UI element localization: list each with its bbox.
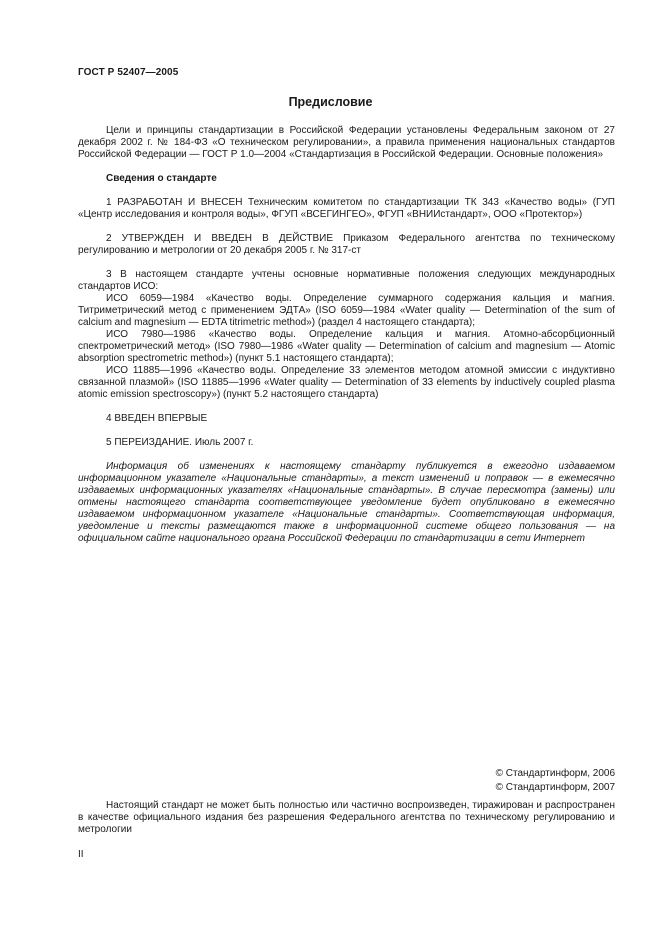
intro-paragraph: Цели и принципы стандартизации в Российской Федерации установлены Федеральным законом от 27 декабря 2002 г. № 184-ФЗ «О техническом регулировании», а правила применения национальных стандартов Российской Федерации — ГОСТ Р 1.0—2004 «Стандартизация в Российской Федерации. Основные положения» [78, 125, 615, 160]
document-id: ГОСТ Р 52407—2005 [78, 67, 179, 78]
reproduction-notice-text: Настоящий стандарт не может быть полностью или частично воспроизведен, тиражирован и распространен в качестве официального издания без разрешения Федерального агентства по техническому регулированию и метрологии [78, 800, 615, 835]
item-developed: 1 РАЗРАБОТАН И ВНЕСЕН Техническим комитетом по стандартизации ТК 343 «Качество воды» (ГУП «Центр исследования и контроля воды», ФГУП «ВСЕГИНГЕО», ФГУП «ВНИИстандарт», ООО «Протектор») [78, 197, 615, 220]
copyright-block [440, 767, 615, 795]
changes-info-notice: Информация об изменениях к настоящему стандарту публикуется в ежегодно издаваемом информационном указателе «Национальные стандарты», а текст изменений и поправок — в ежемесячно издаваемых информационных указателях «Национальные стандарты». В случае пересмотра (замены) или отмены настоящего стандарта соответствующее уведомление будет опубликовано в ежемесячно издаваемом информационном указателе «Национальные стандарты». Соответствующая информация, уведомление и тексты размещаются также в информационной системе общего пользования — на официальном сайте национального органа Российской Федерации по стандартизации в сети Интернет [78, 461, 615, 544]
item-first-introduced: 4 ВВЕДЕН ВПЕРВЫЕ [106, 413, 208, 424]
foreword-body [78, 125, 615, 545]
item-iso-standards: 3 В настоящем стандарте учтены основные нормативные положения следующих международных стандартов ИСО: [78, 269, 615, 292]
page-number: II [78, 849, 84, 860]
iso-reference-7980: ИСО 7980—1986 «Качество воды. Определение кальция и магния. Атомно-абсорбционный спектрометрический метод» (ISO 7980—1986 «Water quality — Determination of calcium and magnesium — Atomic absorption spectrometric method») (пункт 5.1 настоящего стандарта); [78, 329, 615, 364]
copyright-line: © Стандартинформ, 2006 [495, 768, 615, 779]
iso-reference-6059: ИСО 6059—1984 «Качество воды. Определение суммарного содержания кальция и магния. Титриметрический метод с применением ЭДТА» (ISO 6059—1984 «Water quality — Determination of the sum of calcium and magnesium — EDTA titrimetric method») (раздел 4 настоящего стандарта); [78, 293, 615, 328]
item-reissue: 5 ПЕРЕИЗДАНИЕ. Июль 2007 г. [106, 437, 254, 448]
iso-reference-11885: ИСО 11885—1996 «Качество воды. Определение 33 элементов методом атомной эмиссии с индуктивно связанной плазмой» (ISO 11885—1996 «Water quality — Determination of 33 elements by inductively coupled plasma atomic emission spectroscopy») (пункт 5.2 настоящего стандарта) [78, 365, 615, 400]
reproduction-notice [78, 800, 615, 836]
page-title: Предисловие [288, 95, 373, 109]
item-approved: 2 УТВЕРЖДЕН И ВВЕДЕН В ДЕЙСТВИЕ Приказом Федерального агентства по техническому регулированию и метрологии от 20 декабря 2005 г. № 317-ст [78, 233, 615, 256]
section-heading: Сведения о стандарте [106, 173, 217, 184]
copyright-line: © Стандартинформ, 2007 [495, 782, 615, 793]
